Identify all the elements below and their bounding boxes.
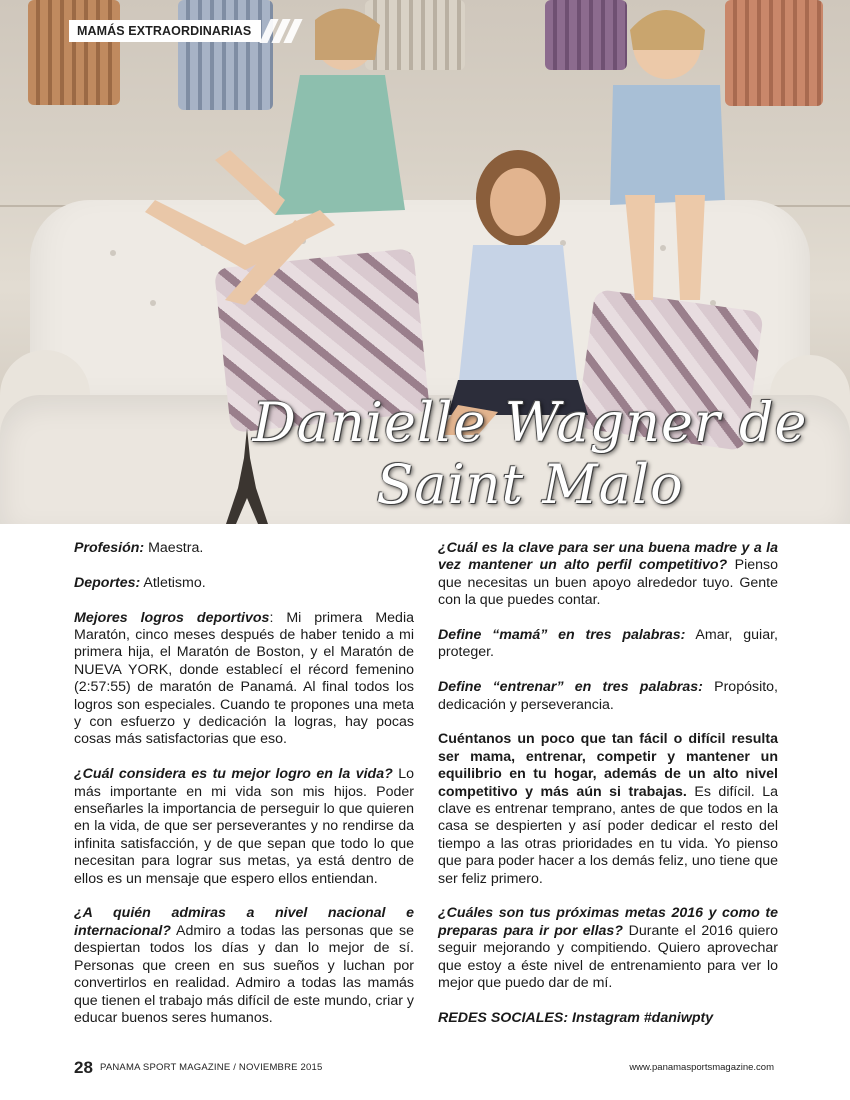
magazine-issue: PANAMA SPORT MAGAZINE / NOVIEMBRE 2015 — [100, 1062, 323, 1073]
goals-2016-paragraph: ¿Cuáles son tus próximas metas 2016 y como te preparas para ir por ellas? Durante el 2016 quiero seguir mejorando y compitiendo. Quiero aprovechar que estoy a éste nivel de entrenamiento para ver lo mejor que puedo dar de mí. — [438, 905, 778, 992]
best-life-achievement-paragraph: ¿Cuál considera es tu mejor logro en la vida? Lo más importante en mi vida son mis hijos. Poder enseñarles la importancia de perseguir lo que quieren en la vida, de que ser perseverantes y no rendirse da infinita satisfacción, y de que sepan que todo lo que necesitan para lograr sus metas, ya está dentro de ellos es un mensaje que espero ellos entiendan. — [74, 766, 414, 887]
right-column — [438, 540, 778, 1045]
social-media-paragraph: REDES SOCIALES: Instagram #daniwpty — [438, 1009, 714, 1026]
article-title-line2: Saint Malo — [376, 453, 684, 516]
left-column — [74, 540, 414, 1045]
section-badge-label: MAMÁS EXTRAORDINARIAS — [69, 20, 261, 42]
define-train-paragraph: Define “entrenar” en tres palabras: Propósito, dedicación y perseverancia. — [438, 679, 778, 713]
balance-paragraph: Cuéntanos un poco que tan fácil o difícil resulta ser mama, entrenar, competir y mantener un equilibrio en tu hogar, además de un alto nivel competitivo y más aún si trabajas. Es difícil. La clave es entrenar temprano, antes de que todos en la casa se despierten y así poder dedicar el resto del tiempo a las otras prioridades en tu vida. Yo pienso que para poder hacer a los demás feliz, uno tiene que ser feliz primero. — [438, 731, 778, 887]
admire-paragraph: ¿A quién admiras a nivel nacional e internacional? Admiro a todas las personas que se despiertan todos los días y dan lo mejor de sí. Personas que creen en sus sueños y luchan por convertirlos en realidad. Admiro a todas las mamás que tienen el trabajo más difícil de este mundo, criar y educar buenos seres humanos. — [74, 905, 414, 1026]
define-mom-paragraph: Define “mamá” en tres palabras: Amar, guiar, proteger. — [438, 627, 778, 661]
article-title — [230, 392, 830, 516]
figure-boy — [595, 0, 745, 320]
achievements-paragraph: Mejores logros deportivos: Mi primera Media Maratón, cinco meses después de haber tenido a mi primera hija, el Maratón de Boston, y el Maratón de NUEVA YORK, donde establecí el récord femenino (2:57:55) de maratón de Panamá. Al final todos los logros son especiales. Cuando te propones una meta y con esfuerzo y dedicación la logras, hay pocas cosas más satisfactorias que eso. — [74, 609, 414, 748]
section-badge — [69, 19, 297, 43]
sofa-tuft — [110, 250, 116, 256]
figure-girl — [135, 0, 415, 310]
page-number: 28 — [74, 1058, 93, 1077]
article-title-line1: Danielle Wagner de — [252, 391, 808, 454]
good-mother-paragraph: ¿Cuál es la clave para ser una buena madre y a la vez mantener un alto perfil competitivo? Pienso que necesitas un buen apoyo alrededor tuyo. Gente con la que puedes contar. — [438, 540, 778, 609]
profession-paragraph: Profesión: Maestra. — [74, 540, 204, 556]
sports-paragraph: Deportes: Atletismo. — [74, 574, 206, 591]
wall-art-rope-1 — [28, 0, 120, 105]
magazine-url[interactable]: www.panamasportsmagazine.com — [629, 1062, 774, 1073]
